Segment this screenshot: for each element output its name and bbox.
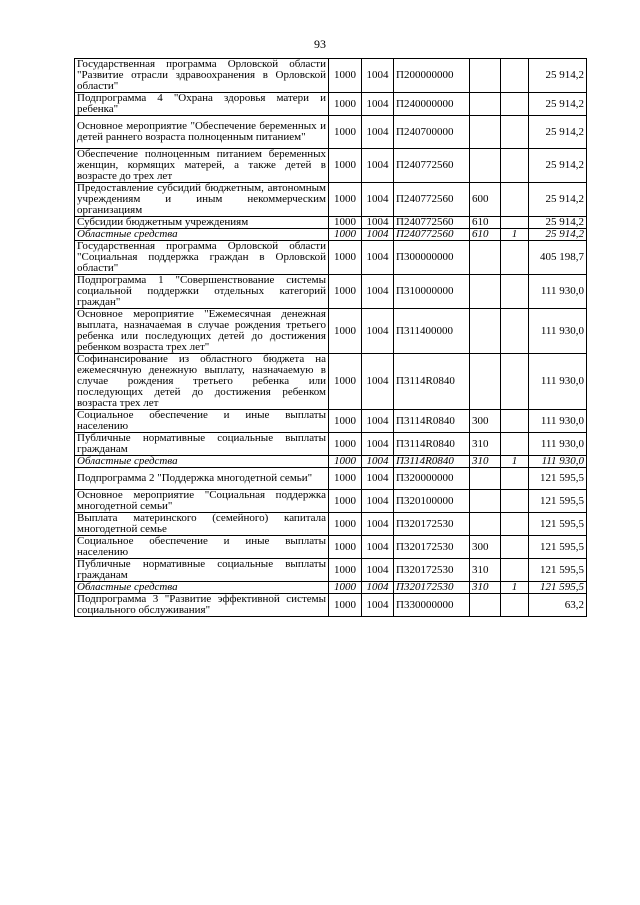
row-amount-cell: 121 595,5 (529, 536, 587, 559)
row-source-cell (501, 275, 529, 309)
row-amount-cell: 25 914,2 (529, 183, 587, 217)
row-target-article-cell: П240772560 (394, 149, 470, 183)
row-target-article-cell: П330000000 (394, 594, 470, 617)
row-subsection-cell: 1004 (362, 456, 394, 468)
row-expense-type-cell (470, 275, 501, 309)
row-expense-type-cell: 610 (470, 217, 501, 229)
row-target-article-cell: П3114R0840 (394, 410, 470, 433)
row-amount-cell: 63,2 (529, 594, 587, 617)
row-source-cell (501, 536, 529, 559)
row-section-cell: 1000 (329, 513, 362, 536)
row-subsection-cell: 1004 (362, 559, 394, 582)
row-subsection-cell: 1004 (362, 149, 394, 183)
row-subsection-cell: 1004 (362, 490, 394, 513)
table-row (75, 490, 587, 513)
row-subsection-cell: 1004 (362, 183, 394, 217)
row-amount-cell: 25 914,2 (529, 59, 587, 93)
row-amount-cell: 111 930,0 (529, 354, 587, 410)
row-expense-type-cell (470, 513, 501, 536)
row-subsection-cell: 1004 (362, 59, 394, 93)
row-section-cell: 1000 (329, 582, 362, 594)
row-subsection-cell: 1004 (362, 594, 394, 617)
row-name-cell: Основное мероприятие "Обеспечение беременных и детей раннего возраста полноценным питанием" (75, 116, 329, 149)
row-name-cell: Областные средства (75, 456, 329, 468)
row-target-article-cell: П320172530 (394, 513, 470, 536)
row-target-article-cell: П300000000 (394, 241, 470, 275)
row-section-cell: 1000 (329, 594, 362, 617)
row-name-cell: Государственная программа Орловской области "Развитие отрасли здравоохранения в Орловской области" (75, 59, 329, 93)
row-source-cell (501, 433, 529, 456)
row-name-cell: Социальное обеспечение и иные выплаты населению (75, 410, 329, 433)
table-row (75, 559, 587, 582)
row-amount-cell: 111 930,0 (529, 433, 587, 456)
row-source-cell (501, 241, 529, 275)
row-section-cell: 1000 (329, 410, 362, 433)
row-section-cell: 1000 (329, 149, 362, 183)
row-amount-cell: 25 914,2 (529, 93, 587, 116)
row-name-cell: Подпрограмма 1 "Совершенствование системы социальной поддержки отдельных категорий граждан" (75, 275, 329, 309)
row-source-cell (501, 93, 529, 116)
page-number: 93 (314, 37, 326, 51)
row-expense-type-cell: 310 (470, 582, 501, 594)
row-subsection-cell: 1004 (362, 229, 394, 241)
row-expense-type-cell (470, 490, 501, 513)
row-subsection-cell: 1004 (362, 116, 394, 149)
row-subsection-cell: 1004 (362, 513, 394, 536)
row-expense-type-cell: 310 (470, 433, 501, 456)
row-name-cell: Субсидии бюджетным учреждениям (75, 217, 329, 229)
row-amount-cell: 25 914,2 (529, 149, 587, 183)
row-expense-type-cell (470, 149, 501, 183)
row-name-cell: Публичные нормативные социальные выплаты гражданам (75, 433, 329, 456)
row-section-cell: 1000 (329, 183, 362, 217)
row-subsection-cell: 1004 (362, 468, 394, 490)
row-amount-cell: 405 198,7 (529, 241, 587, 275)
row-name-cell: Подпрограмма 2 "Поддержка многодетной семьи" (75, 468, 329, 490)
row-source-cell (501, 490, 529, 513)
row-name-cell: Основное мероприятие "Социальная поддержка многодетной семьи" (75, 490, 329, 513)
row-source-cell (501, 116, 529, 149)
row-name-cell: Основное мероприятие "Ежемесячная денежная выплата, назначаемая в случае рождения третьего ребенка или последующих детей до достижения ребенком возраста трех лет" (75, 309, 329, 354)
row-name-cell: Публичные нормативные социальные выплаты гражданам (75, 559, 329, 582)
row-source-cell: 1 (501, 456, 529, 468)
row-section-cell: 1000 (329, 354, 362, 410)
row-target-article-cell: П240772560 (394, 217, 470, 229)
row-source-cell (501, 217, 529, 229)
row-subsection-cell: 1004 (362, 241, 394, 275)
row-amount-cell: 25 914,2 (529, 217, 587, 229)
row-target-article-cell: П310000000 (394, 275, 470, 309)
row-section-cell: 1000 (329, 241, 362, 275)
row-target-article-cell: П320000000 (394, 468, 470, 490)
row-target-article-cell: П311400000 (394, 309, 470, 354)
row-name-cell: Государственная программа Орловской области "Социальная поддержка граждан в Орловской области" (75, 241, 329, 275)
row-subsection-cell: 1004 (362, 433, 394, 456)
row-subsection-cell: 1004 (362, 582, 394, 594)
row-amount-cell: 121 595,5 (529, 468, 587, 490)
row-section-cell: 1000 (329, 93, 362, 116)
row-target-article-cell: П240700000 (394, 116, 470, 149)
table-row (75, 594, 587, 617)
row-target-article-cell: П240772560 (394, 229, 470, 241)
row-name-cell: Областные средства (75, 229, 329, 241)
row-source-cell (501, 513, 529, 536)
table-row (75, 582, 587, 594)
row-expense-type-cell (470, 116, 501, 149)
row-name-cell: Предоставление субсидий бюджетным, автономным учреждениям и иным некоммерческим организациям (75, 183, 329, 217)
row-source-cell (501, 594, 529, 617)
table-row (75, 59, 587, 93)
row-subsection-cell: 1004 (362, 275, 394, 309)
row-name-cell: Подпрограмма 3 "Развитие эффективной системы социального обслуживания" (75, 594, 329, 617)
row-target-article-cell: П320172530 (394, 582, 470, 594)
row-section-cell: 1000 (329, 229, 362, 241)
row-subsection-cell: 1004 (362, 410, 394, 433)
row-subsection-cell: 1004 (362, 217, 394, 229)
row-amount-cell: 25 914,2 (529, 116, 587, 149)
row-expense-type-cell (470, 241, 501, 275)
row-name-cell: Обеспечение полноценным питанием беременных женщин, кормящих матерей, а также детей в возрасте до трех лет (75, 149, 329, 183)
row-name-cell: Областные средства (75, 582, 329, 594)
row-target-article-cell: П240772560 (394, 183, 470, 217)
table-row (75, 468, 587, 490)
row-expense-type-cell (470, 309, 501, 354)
row-section-cell: 1000 (329, 275, 362, 309)
row-target-article-cell: П200000000 (394, 59, 470, 93)
table-row (75, 241, 587, 275)
row-expense-type-cell (470, 594, 501, 617)
row-section-cell: 1000 (329, 59, 362, 93)
table-row (75, 116, 587, 149)
table-row (75, 456, 587, 468)
table-row (75, 149, 587, 183)
row-target-article-cell: П320100000 (394, 490, 470, 513)
table-row (75, 513, 587, 536)
row-section-cell: 1000 (329, 433, 362, 456)
row-name-cell: Выплата материнского (семейного) капитала многодетной семье (75, 513, 329, 536)
row-expense-type-cell (470, 354, 501, 410)
row-section-cell: 1000 (329, 309, 362, 354)
row-amount-cell: 121 595,5 (529, 582, 587, 594)
row-section-cell: 1000 (329, 116, 362, 149)
row-subsection-cell: 1004 (362, 536, 394, 559)
budget-table (74, 58, 587, 617)
row-expense-type-cell: 610 (470, 229, 501, 241)
table-row (75, 309, 587, 354)
row-source-cell (501, 468, 529, 490)
row-source-cell: 1 (501, 229, 529, 241)
row-amount-cell: 111 930,0 (529, 275, 587, 309)
row-target-article-cell: П320172530 (394, 559, 470, 582)
row-target-article-cell: П320172530 (394, 536, 470, 559)
row-amount-cell: 111 930,0 (529, 456, 587, 468)
row-expense-type-cell: 300 (470, 410, 501, 433)
row-expense-type-cell: 310 (470, 559, 501, 582)
row-expense-type-cell: 310 (470, 456, 501, 468)
row-source-cell (501, 410, 529, 433)
table-row (75, 275, 587, 309)
row-section-cell: 1000 (329, 536, 362, 559)
row-target-article-cell: П240000000 (394, 93, 470, 116)
row-section-cell: 1000 (329, 490, 362, 513)
table-row (75, 354, 587, 410)
table-body (75, 59, 587, 617)
row-section-cell: 1000 (329, 217, 362, 229)
row-expense-type-cell: 300 (470, 536, 501, 559)
row-amount-cell: 111 930,0 (529, 309, 587, 354)
table-row (75, 433, 587, 456)
row-name-cell: Подпрограмма 4 "Охрана здоровья матери и ребенка" (75, 93, 329, 116)
table-row (75, 536, 587, 559)
row-expense-type-cell: 600 (470, 183, 501, 217)
row-amount-cell: 25 914,2 (529, 229, 587, 241)
table-row (75, 93, 587, 116)
row-name-cell: Социальное обеспечение и иные выплаты населению (75, 536, 329, 559)
row-source-cell (501, 309, 529, 354)
row-section-cell: 1000 (329, 456, 362, 468)
row-section-cell: 1000 (329, 468, 362, 490)
row-source-cell (501, 183, 529, 217)
row-target-article-cell: П3114R0840 (394, 354, 470, 410)
row-source-cell (501, 354, 529, 410)
row-amount-cell: 121 595,5 (529, 559, 587, 582)
row-source-cell: 1 (501, 582, 529, 594)
row-subsection-cell: 1004 (362, 354, 394, 410)
row-name-cell: Софинансирование из областного бюджета на ежемесячную денежную выплату, назначаемую в случае рождения третьего ребенка или последующих детей до достижения ребенком возраста трех лет (75, 354, 329, 410)
row-amount-cell: 111 930,0 (529, 410, 587, 433)
table-row (75, 217, 587, 229)
row-subsection-cell: 1004 (362, 93, 394, 116)
table-row (75, 410, 587, 433)
row-source-cell (501, 149, 529, 183)
row-target-article-cell: П3114R0840 (394, 433, 470, 456)
table-row (75, 229, 587, 241)
row-target-article-cell: П3114R0840 (394, 456, 470, 468)
row-source-cell (501, 559, 529, 582)
row-section-cell: 1000 (329, 559, 362, 582)
table-row (75, 183, 587, 217)
row-source-cell (501, 59, 529, 93)
row-subsection-cell: 1004 (362, 309, 394, 354)
row-expense-type-cell (470, 59, 501, 93)
row-amount-cell: 121 595,5 (529, 513, 587, 536)
row-expense-type-cell (470, 93, 501, 116)
row-expense-type-cell (470, 468, 501, 490)
row-amount-cell: 121 595,5 (529, 490, 587, 513)
